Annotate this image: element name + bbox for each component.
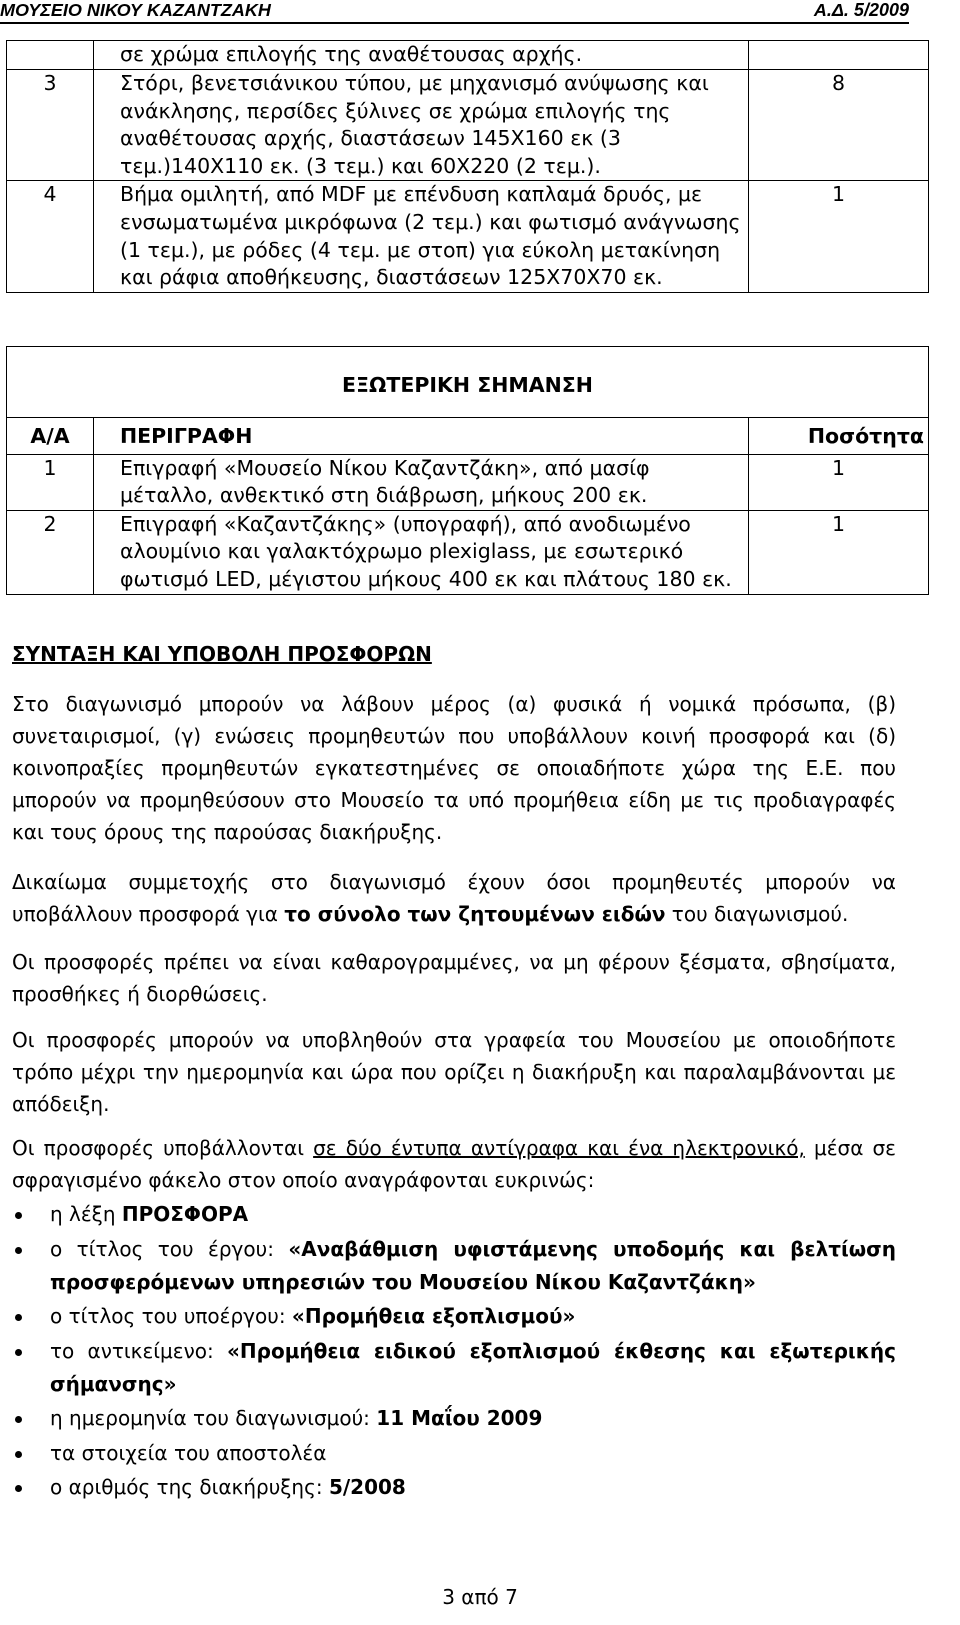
paragraph-text: Δικαίωμα συμμετοχής στο διαγωνισμό έχουν όσοι προμηθευτές μπορούν να υποβάλλουν προσφορά για [12, 870, 896, 926]
list-item-bold: «Προμήθεια εξοπλισμού» [291, 1304, 576, 1328]
bullet-icon [15, 1485, 22, 1492]
section-title: ΣΥΝΤΑΞΗ ΚΑΙ ΥΠΟΒΟΛΗ ΠΡΟΣΦΟΡΩΝ [12, 642, 432, 666]
list-item-bold: «Αναβάθμιση υφιστάμενης υποδομής και βελτίωση προσφερόμενων υπηρεσιών του Μουσείου Νίκου Καζαντζάκη» [50, 1236, 896, 1294]
page-header [0, 0, 960, 24]
page-number: 3 από 7 [442, 1585, 518, 1609]
row-quantity [749, 41, 929, 70]
list-item-bold: 11 Μαΐου 2009 [376, 1406, 543, 1430]
row-quantity: 1 [749, 181, 929, 292]
paragraph-eligibility [12, 866, 896, 930]
row-description: Στόρι, βενετσιάνικου τύπου, με μηχανισμό ανύψωσης και ανάκλησης, περσίδες ξύλινες σε χρώμα επιλογής της αναθέτουσας αρχής, διαστάσεων 145Χ160 εκ (3 τεμ.)140Χ110 εκ. (3 τεμ.) και 60Χ220 (2 τεμ.). [94, 70, 749, 181]
list-item-bold: «Προμήθεια ειδικού εξοπλισμού έκθεσης και εξωτερικής σήμανσης» [50, 1338, 896, 1396]
list-item-bold: ΠΡΟΣΦΟΡΑ [121, 1202, 249, 1226]
list-item [12, 1335, 896, 1401]
row-quantity: 8 [749, 70, 929, 181]
bullet-icon [15, 1349, 22, 1356]
row-description: Βήμα ομιλητή, από MDF με επένδυση καπλαμά δρυός, με ενσωματωμένα μικρόφωνα (2 τεμ.) και φωτισμό ανάγνωσης (1 τεμ.), με ρόδες (4 τεμ. με στοπ) για εύκολη μετακίνηση και ράφια αποθήκευσης, διαστάσεων 125Χ70Χ70 εκ. [94, 181, 749, 292]
table-row [7, 181, 929, 292]
list-item [12, 1471, 896, 1504]
table-row [7, 454, 929, 510]
column-header-description: ΠΕΡΙΓΡΑΦΗ [94, 418, 749, 455]
table-header-row [7, 418, 929, 455]
list-item-bold: 5/2008 [328, 1475, 406, 1499]
table-row [7, 41, 929, 70]
row-number: 2 [7, 510, 94, 594]
paragraph-text: μέσα σε σφραγισμένο φάκελο στον οποίο αναγράφονται ευκρινώς: [12, 1136, 896, 1192]
list-item [12, 1437, 896, 1470]
list-item-text: ο τίτλος του έργου: [50, 1236, 289, 1261]
row-description: Επιγραφή «Μουσείο Νίκου Καζαντζάκη», από μασίφ μέταλλο, ανθεκτικό στη διάβρωση, μήκους 200 εκ. [94, 454, 749, 510]
signage-table [6, 346, 929, 595]
envelope-requirements-list [12, 1198, 896, 1506]
table-row [7, 70, 929, 181]
paragraph-text: του διαγωνισμού. [665, 902, 849, 926]
paragraph-emphasis: το σύνολο των ζητουμένων ειδών [284, 902, 666, 926]
list-item-text: η ημερομηνία του διαγωνισμού: [50, 1406, 377, 1430]
bullet-icon [15, 1314, 22, 1321]
row-number [7, 41, 94, 70]
header-rule [0, 22, 909, 24]
table-row [7, 510, 929, 594]
header-reference: Α.Δ. 5/2009 [813, 0, 909, 20]
bullet-icon [15, 1451, 22, 1458]
list-item-text: ο αριθμός της διακήρυξης: [50, 1475, 329, 1499]
paragraph-copies [12, 1132, 896, 1196]
list-item [12, 1198, 896, 1231]
row-description: σε χρώμα επιλογής της αναθέτουσας αρχής. [94, 41, 749, 70]
row-description: Επιγραφή «Καζαντζάκης» (υπογραφή), από ανοδιωμένο αλουμίνιο και γαλακτόχρωμο plexiglass, με εσωτερικό φωτισμό LED, μέγιστου μήκους 400 εκ και πλάτους 180 εκ. [94, 510, 749, 594]
row-number: 4 [7, 181, 94, 292]
bullet-icon [15, 1212, 22, 1219]
header-organization: ΜΟΥΣΕΙΟ ΝΙΚΟΥ ΚΑΖΑΝΤΖΑΚΗ [0, 0, 271, 20]
bullet-icon [15, 1416, 22, 1423]
list-item [12, 1233, 896, 1299]
list-item-text: το αντικείμενο: [50, 1338, 227, 1363]
paragraph-cleanliness: Οι προσφορές πρέπει να είναι καθαρογραμμένες, να μη φέρουν ξέσματα, σβησίματα, προσθήκες ή διορθώσεις. [12, 950, 896, 1006]
paragraph-participants: Στο διαγωνισμό μπορούν να λάβουν μέρος (α) φυσικά ή νομικά πρόσωπα, (β) συνεταιρισμοί, (γ) ενώσεις προμηθευτών που υποβάλλουν κοινή προσφορά και (δ) κοινοπραξίες προμηθευτών εγκατεστημένες σε οποιαδήποτε χώρα της Ε.Ε. που μπορούν να προμηθεύσουν στο Μουσείο τα υπό προμήθεια είδη με τις προδιαγραφές και τους όρους της παρούσας διακήρυξης. [12, 692, 896, 844]
signage-table-title: ΕΞΩΤΕΡΙΚΗ ΣΗΜΑΝΣΗ [7, 347, 929, 418]
row-number: 1 [7, 454, 94, 510]
row-number: 3 [7, 70, 94, 181]
bullet-icon [15, 1247, 22, 1254]
list-item-text: η λέξη [50, 1202, 122, 1226]
row-quantity: 1 [749, 510, 929, 594]
table-title-row [7, 347, 929, 418]
list-item-text: ο τίτλος του υποέργου: [50, 1304, 292, 1328]
column-header-number: Α/Α [7, 418, 94, 455]
paragraph-underlined: σε δύο έντυπα αντίγραφα και ένα ηλεκτρονικό, [313, 1136, 805, 1160]
equipment-table [6, 40, 929, 293]
list-item-text: τα στοιχεία του αποστολέα [50, 1440, 327, 1465]
paragraph-text: Οι προσφορές υποβάλλονται [12, 1136, 314, 1160]
list-item [12, 1300, 896, 1333]
paragraph-submission: Οι προσφορές μπορούν να υποβληθούν στα γραφεία του Μουσείου με οποιοδήποτε τρόπο μέχρι την ημερομηνία και ώρα που ορίζει η διακήρυξη και παραλαμβάνονται με απόδειξη. [12, 1028, 896, 1116]
row-quantity: 1 [749, 454, 929, 510]
list-item [12, 1402, 896, 1435]
column-header-quantity: Ποσότητα [749, 418, 929, 455]
